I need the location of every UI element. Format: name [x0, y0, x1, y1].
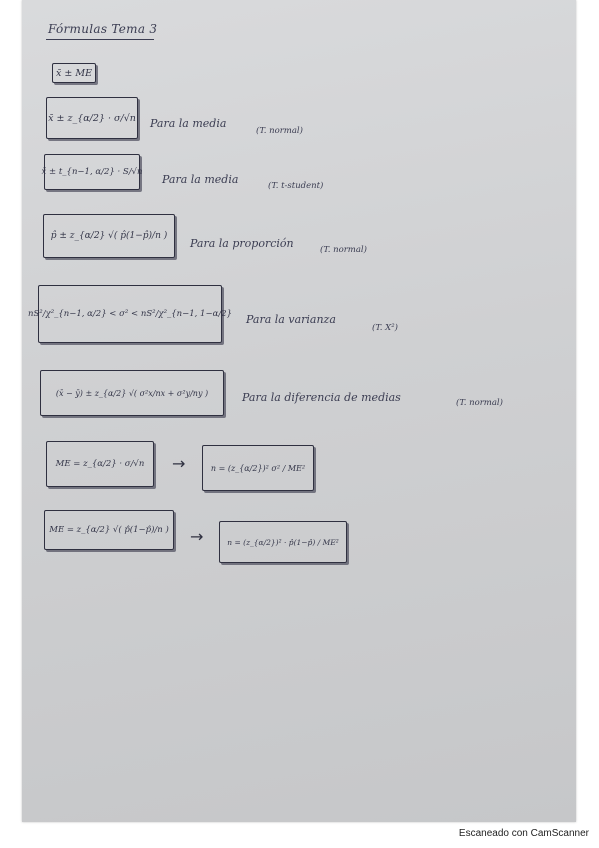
- note-mean-difference: (T. normal): [456, 398, 503, 408]
- formula-box-variance: nS²/χ²_{n−1, α/2} < σ² < nS²/χ²_{n−1, 1−α/2}: [38, 285, 222, 343]
- formula-box-interval: x̄ ± ME: [52, 63, 96, 83]
- note-variance: (T. X²): [372, 323, 398, 333]
- desc-mean-student: Para la media: [162, 173, 239, 186]
- me-formula-proportion: ME = z_{α/2} √( p̂(1−p̂)/n ): [44, 510, 174, 550]
- title-underline: [46, 39, 154, 40]
- note-mean-student: (T. t-student): [268, 181, 324, 191]
- formula-box-mean-normal: x̄ ± z_{α/2} · σ/√n: [46, 97, 138, 139]
- desc-variance: Para la varianza: [246, 313, 336, 326]
- scanner-watermark: Escaneado con CamScanner: [458, 828, 589, 839]
- formula-box-proportion: p̂ ± z_{α/2} √( p̂(1−p̂)/n ): [43, 214, 175, 258]
- desc-mean-difference: Para la diferencia de medias: [242, 391, 401, 404]
- desc-mean-normal: Para la media: [150, 117, 227, 130]
- arrow-icon: →: [172, 454, 186, 473]
- formula-box-mean-difference: (x̄ − ȳ) ± z_{α/2} √( σ²x/nx + σ²y/ny ): [40, 370, 224, 416]
- formula-box-mean-student: x̄ ± t_{n−1, α/2} · S/√n: [44, 154, 140, 190]
- page-title: Fórmulas Tema 3: [48, 22, 158, 36]
- note-proportion: (T. normal): [320, 245, 367, 255]
- sample-size-proportion: n = (z_{α/2})² · p̂(1−p̂) / ME²: [219, 521, 347, 563]
- note-mean-normal: (T. normal): [256, 126, 303, 136]
- arrow-icon: →: [190, 527, 204, 546]
- sample-size-mean: n = (z_{α/2})² σ² / ME²: [202, 445, 314, 491]
- desc-proportion: Para la proporción: [190, 237, 294, 250]
- me-formula-mean: ME = z_{α/2} · σ/√n: [46, 441, 154, 487]
